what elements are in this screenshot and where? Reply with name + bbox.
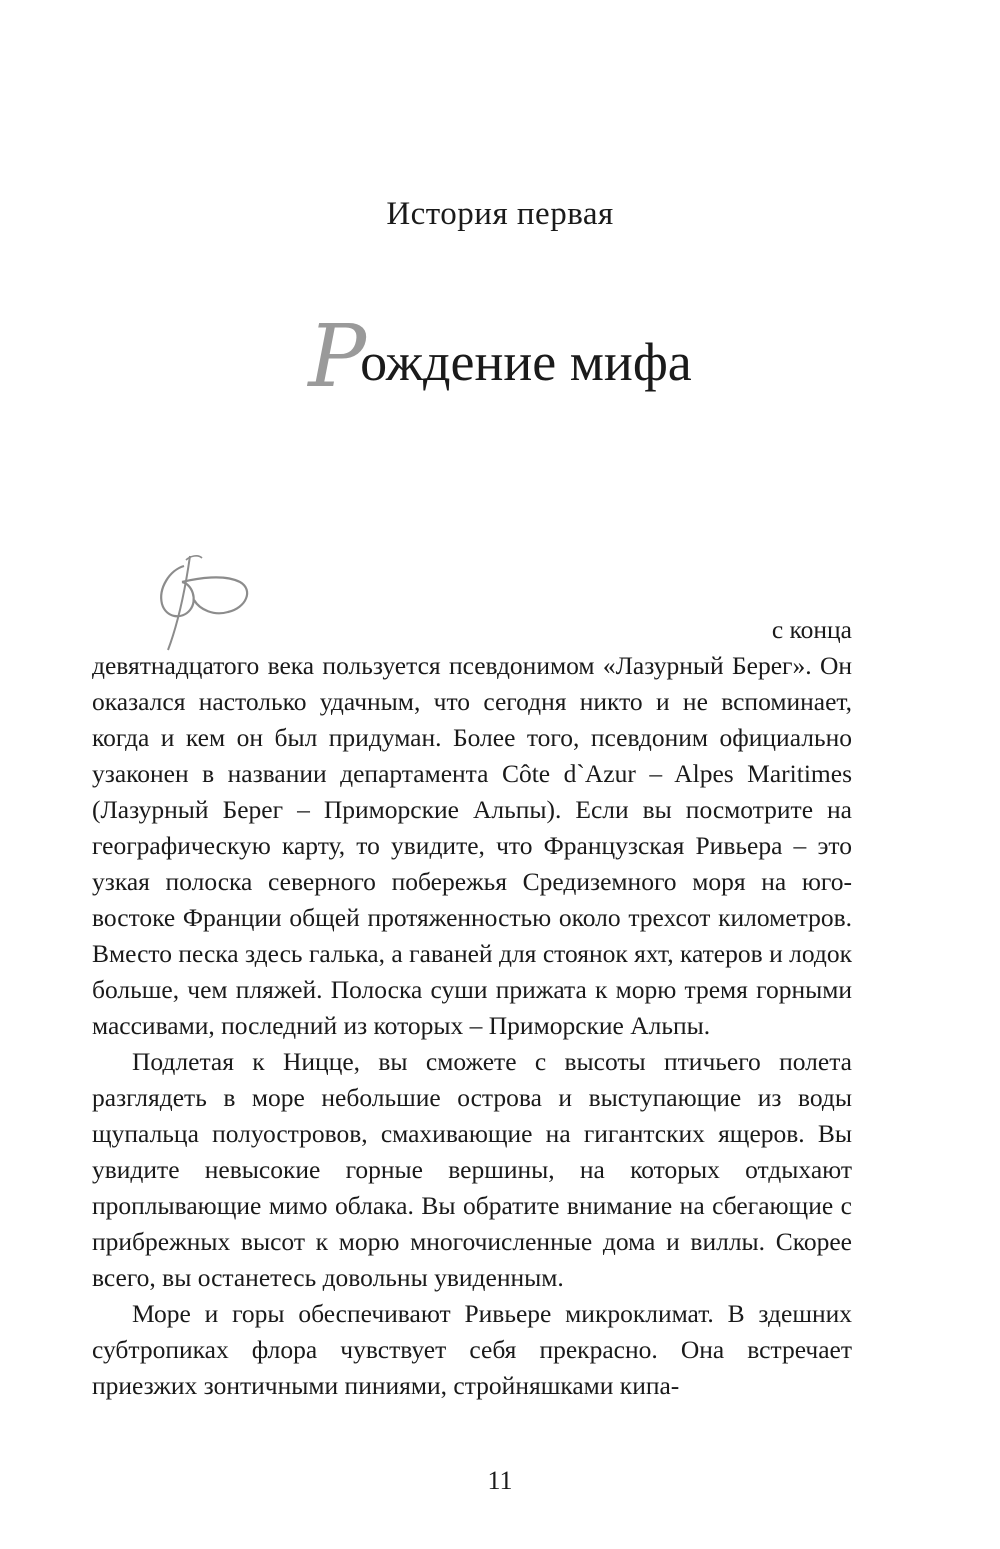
chapter-title <box>0 307 1000 407</box>
page-number: 11 <box>487 1466 513 1495</box>
title-text: ождение мифа <box>360 332 692 392</box>
title-initial: Р <box>308 307 367 407</box>
paragraph-1: девятнадцатого века пользуется псевдонимом «Лазурный Берег». Он оказался настолько удачным, что сегодня никто и не вспоминает, когда и кем он был придуман. Более того, псевдоним официально узаконен в названии департамента Côte d`Azur – Alpes Maritimes (Лазурный Берег – Приморские Альпы). Если вы посмотрите на географическую карту, то увидите, что Французская Ривьера – это узкая полоска северного побережья Средиземного моря на юго-востоке Франции общей протяженностью около трехсот километров. Вместо песка здесь галька, а гаваней для стоянок яхт, катеров и лодок больше, чем пляжей. Полоска суши прижата к морю тремя горными массивами, последний из которых – Приморские Альпы. <box>92 651 852 1040</box>
paragraph-2: Подлетая к Ницце, вы сможете с высоты птичьего полета разглядеть в море небольшие острова и выступающие из воды щупальца полуостровов, смахивающие на гигантских ящеров. Вы увидите невысокие горные вершины, на которых отдыхают проплывающие мимо облака. Вы обратите внимание на сбегающие с прибрежных высот к морю многочисленные дома и виллы. Скорее всего, вы останетесь довольны увиденным. <box>92 1047 852 1292</box>
first-line: с конца <box>771 615 852 644</box>
paragraph-3: Море и горы обеспечивают Ривьере микроклимат. В здешних субтропиках флора чувствует себя прекрасно. Она встречает приезжих зонтичными пиниями, стройняшками кипа- <box>92 1299 852 1400</box>
chapter-label: История первая <box>386 196 614 232</box>
body-text <box>92 612 852 1404</box>
